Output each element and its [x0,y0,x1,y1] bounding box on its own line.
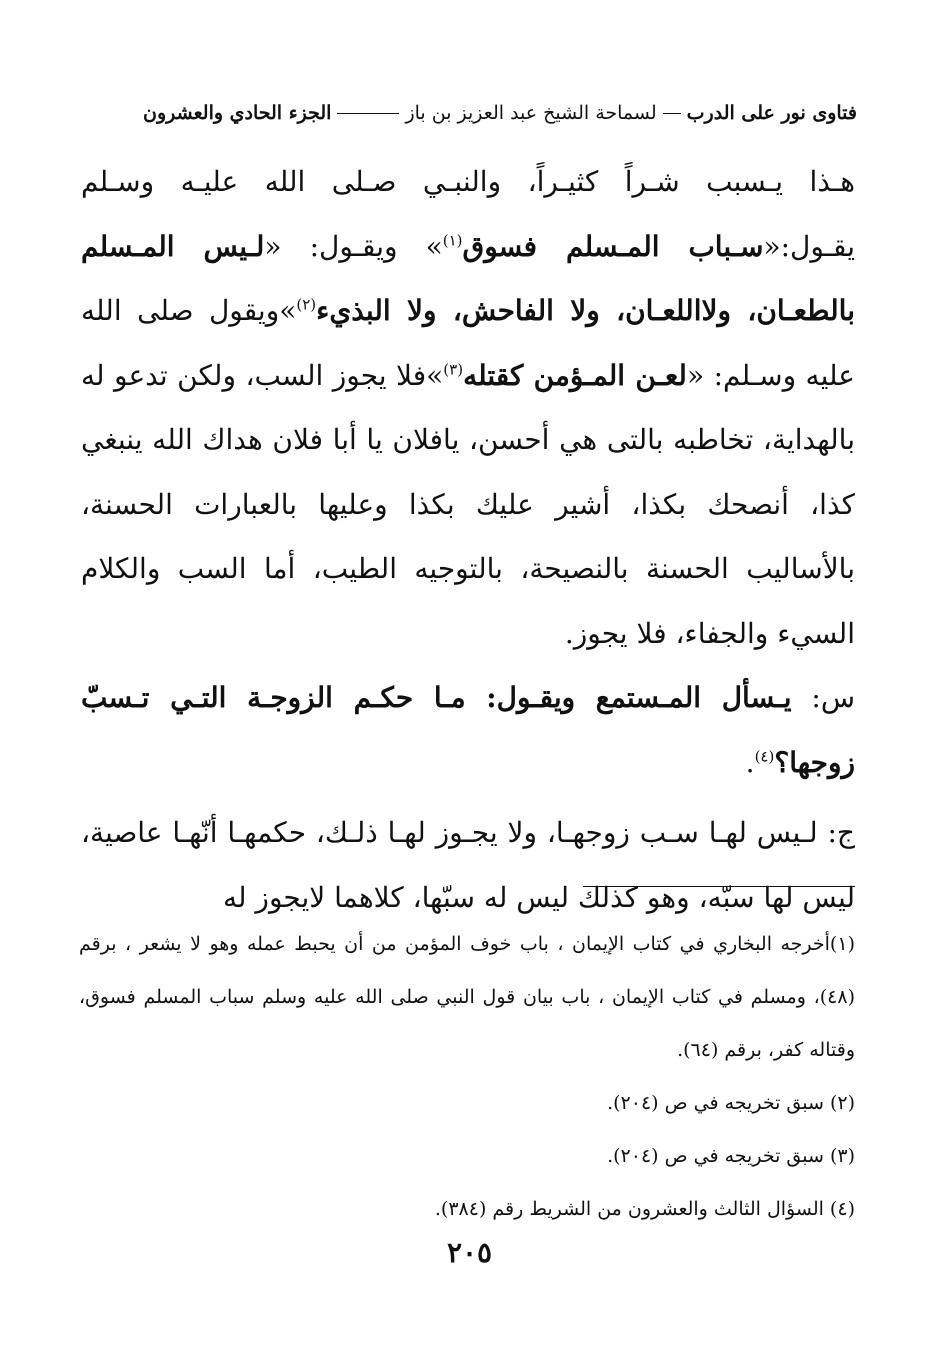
hadith-quote: لـيس المـسلم بالطعـان، ولااللعـان، ولا الفاحش، ولا البذيء [81,229,855,327]
page-number: ٢٠٥ [446,1236,493,1269]
header-separator [663,113,681,114]
footnote-ref: (٢) [296,295,317,314]
author-name: لسماحة الشيخ عبد العزيز بن باز [405,102,657,124]
answer: ج: لـيس لهـا سـب زوجهـا، ولا يجـوز لهـا ذلـك، حكمهـا أنّهـا عاصية، ليس لها سبّه، وهو كذلك ليس له سبّها، كلاهما لايجوز له [81,816,855,914]
hadith-quote: لعـن المـؤمن كقتله [463,358,687,392]
text-run: . [745,745,755,779]
text-run: هـذا يـسبب شـراً كثيـراً، والنبـي صـلى الله عليـه وسـلم يقـول:« [81,165,855,263]
footnote: (٤) السؤال الثالث والعشرون من الشريط رقم (٣٨٤). [434,1198,855,1220]
volume-label: الجزء الحادي والعشرون [143,102,332,124]
question [81,666,855,795]
paragraph [81,150,855,666]
footnote-ref: (١) [442,231,463,250]
footnote-divider [583,886,855,887]
hadith-quote: سـباب المـسلم فسوق [462,229,764,263]
book-title: فتاوى نور على الدرب [686,102,857,124]
text-run: »فلا يجوز السب، ولكن تدعو له بالهداية، تخاطبه بالتى هي أحسن، يافلان يا أبا فلان هداك الله ينبغي كذا، أنصحك بكذا، أشير عليك بكذا وعليها بالعبارات الحسنة، بالأساليب الحسنة بالنصيحة، بالتوجيه الطيب، أما السب والكلام السيء والجفاء، فلا يجوز. [81,358,855,650]
main-text [81,150,855,930]
text-run: » ويقـول: « [264,229,443,263]
header-separator [337,113,399,114]
footnote: (٢) سبق تخريجه في ص (٢٠٤). [607,1092,855,1114]
footnote-ref: (٣) [443,360,464,379]
question-prefix: س: [791,681,856,714]
footnote: (١)أخرجه البخاري في كتاب الإيمان ، باب خوف المؤمن من أن يحبط عمله وهو لا يشعر ، برقم (٤٨)، ومسلم في كتاب الإيمان ، باب بيان قول النبي صلى الله عليه وسلم سباب المسلم فسوق، وقتاله كفر، برقم (٦٤). [79,933,855,1061]
footnote-ref: (٤) [754,747,775,766]
footnotes [79,918,855,1236]
question-text: يـسأل المـستمع ويقـول: مـا حكـم الزوجـة التـي تـسبّ زوجها؟ [81,681,855,779]
running-header [77,98,857,128]
text-run: »ويقول صلى الله عليه وسـلم: « [81,294,855,392]
footnote: (٣) سبق تخريجه في ص (٢٠٤). [607,1145,855,1167]
